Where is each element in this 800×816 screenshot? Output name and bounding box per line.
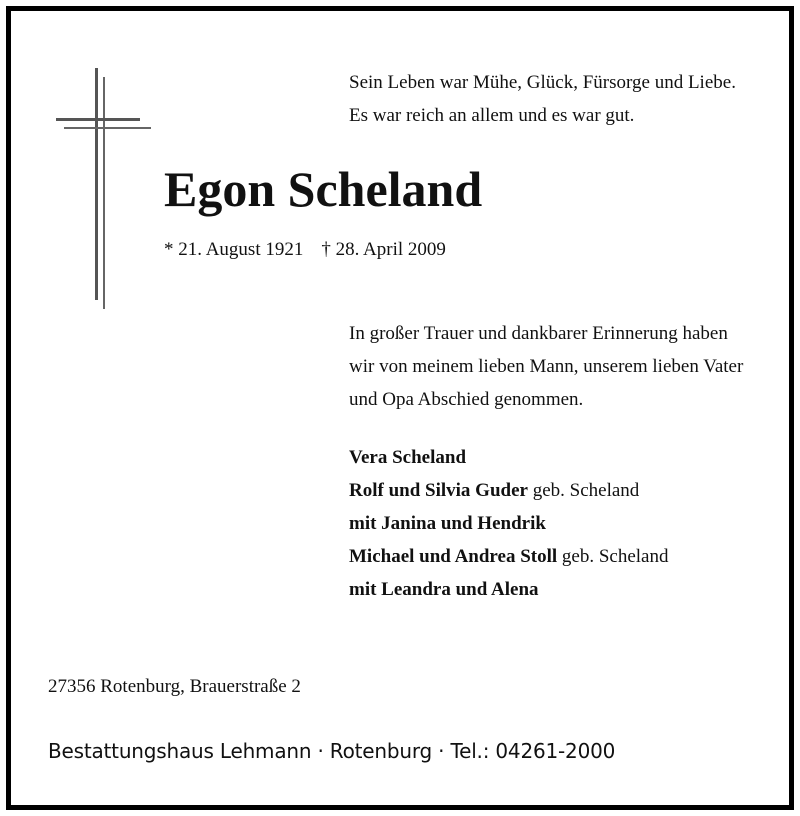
mourner-name: Michael und Andrea Stoll: [349, 546, 558, 567]
family-address: 27356 Rotenburg, Brauerstraße 2: [48, 676, 301, 697]
mourning-message: [349, 317, 743, 416]
life-dates: [164, 236, 446, 264]
deceased-name: Egon Scheland: [164, 161, 483, 217]
mourner-suffix: geb. Scheland: [527, 480, 640, 501]
cross-horizontal-bar: [56, 118, 140, 121]
mourner-name: Rolf und Silvia Guder: [349, 480, 528, 501]
death-date: † 28. April 2009: [321, 239, 446, 260]
motto-line-2: Es war reich an allem und es war gut.: [349, 105, 635, 126]
cross-horizontal-shadow: [64, 127, 151, 129]
message-line-1: In großer Trauer und dankbarer Erinnerung haben: [349, 323, 728, 344]
message-line-2: wir von meinem lieben Mann, unserem lieben Vater: [349, 356, 744, 377]
mourners-list: [349, 441, 668, 606]
mourner-line: [349, 474, 668, 507]
mourner-line: [349, 540, 668, 573]
mourner-line: [349, 441, 668, 474]
mourner-suffix: geb. Scheland: [557, 546, 669, 567]
motto-line-1: Sein Leben war Mühe, Glück, Fürsorge und Liebe.: [349, 72, 736, 93]
birth-date: * 21. August 1921: [164, 239, 304, 260]
cross-vertical-shadow: [103, 77, 105, 309]
motto-quote: [349, 66, 736, 132]
cross-vertical-bar: [95, 68, 98, 300]
funeral-home-line: Bestattungshaus Lehmann · Rotenburg · Tel.: 04261-2000: [48, 739, 616, 763]
mourner-line: [349, 573, 668, 606]
message-line-3: und Opa Abschied genommen.: [349, 389, 584, 410]
mourner-line: [349, 507, 668, 540]
mourner-name: mit Leandra und Alena: [349, 579, 539, 600]
mourner-name: mit Janina und Hendrik: [349, 513, 546, 534]
mourner-name: Vera Scheland: [349, 447, 467, 468]
